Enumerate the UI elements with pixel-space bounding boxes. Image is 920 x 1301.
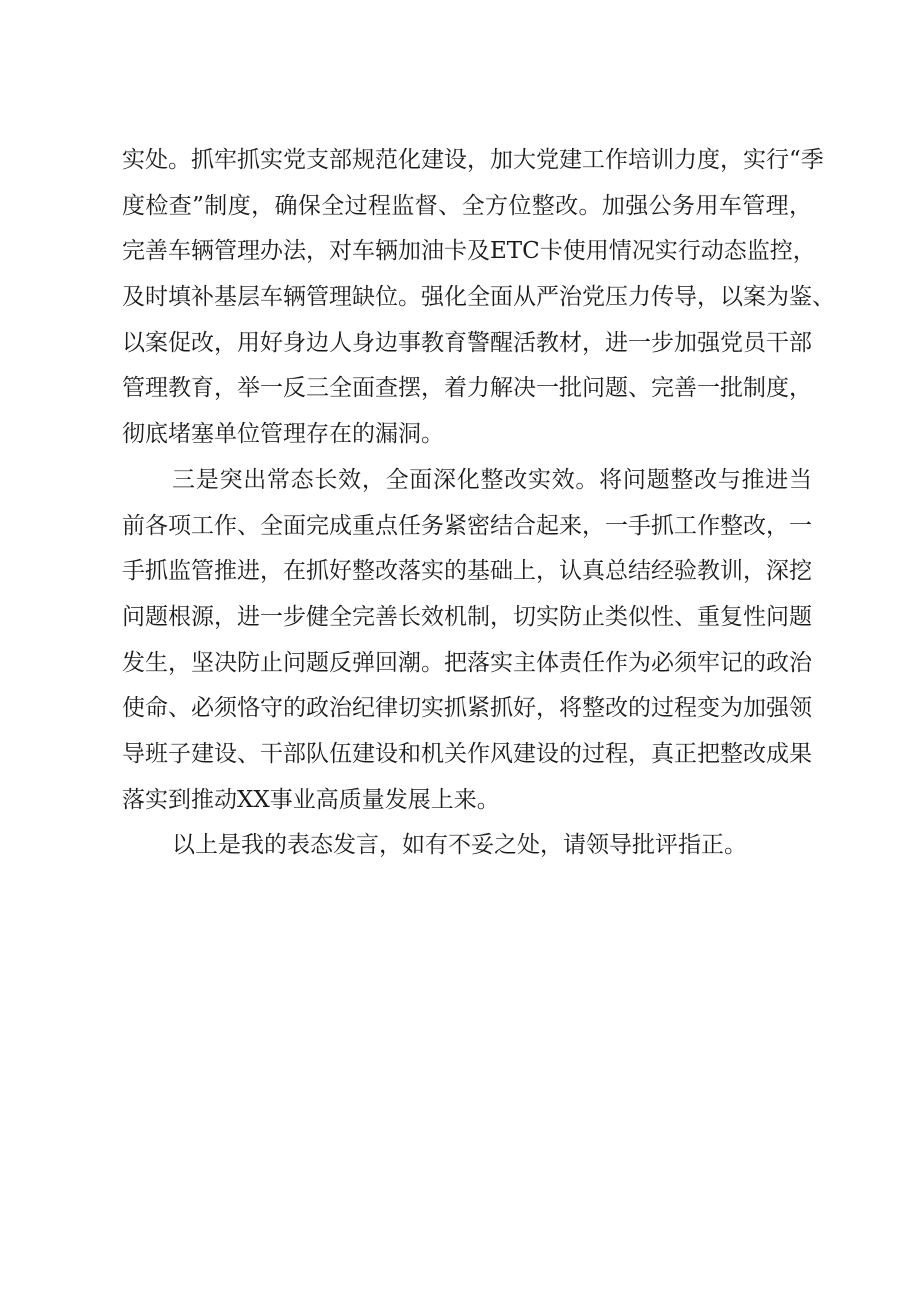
- paragraph-line: 使命、必须恪守的政治纪律切实抓紧抓好，将整改的过程变为加强领: [122, 695, 812, 722]
- paragraph-line: 以案促改，用好身边人身边事教育警醒活教材，进一步加强党员干部: [122, 329, 812, 356]
- paragraph-line: 彻底堵塞单位管理存在的漏洞。: [122, 421, 444, 448]
- paragraph-line: 管理教育，举一反三全面查摆，着力解决一批问题、完善一批制度，: [122, 375, 812, 402]
- paragraph-2: [122, 458, 812, 824]
- paragraph-line: 问题根源，进一步健全完善长效机制，切实防止类似性、重复性问题: [122, 603, 812, 630]
- paragraph-line: 手抓监管推进，在抓好整改落实的基础上，认真总结经验教训，深挖: [122, 558, 812, 585]
- paragraph-line: 落实到推动XX事业高质量发展上来。: [122, 786, 500, 813]
- paragraph-line: 度检查”制度，确保全过程监督、全方位整改。加强公务用车管理，: [122, 192, 812, 219]
- paragraph-3: [122, 823, 812, 869]
- paragraph-line: 三是突出常态长效，全面深化整改实效。将问题整改与推进当: [172, 466, 812, 493]
- paragraph-line: 及时填补基层车辆管理缺位。强化全面从严治党压力传导，以案为鉴、: [122, 284, 835, 311]
- paragraph-1: [122, 138, 835, 458]
- paragraph-line: 发生，坚决防止问题反弹回潮。把落实主体责任作为必须牢记的政治: [122, 649, 812, 676]
- paragraph-line: 以上是我的表态发言，如有不妥之处，请领导批评指正。: [172, 832, 747, 859]
- paragraph-line: 前各项工作、全面完成重点任务紧密结合起来，一手抓工作整改，一: [122, 512, 812, 539]
- paragraph-line: 实处。抓牢抓实党支部规范化建设，加大党建工作培训力度，实行“季: [122, 147, 824, 173]
- document-body: [122, 138, 835, 869]
- paragraph-line: 导班子建设、干部队伍建设和机关作风建设的过程，真正把整改成果: [122, 740, 812, 767]
- paragraph-line: 完善车辆管理办法，对车辆加油卡及ETC卡使用情况实行动态监控，: [122, 238, 816, 265]
